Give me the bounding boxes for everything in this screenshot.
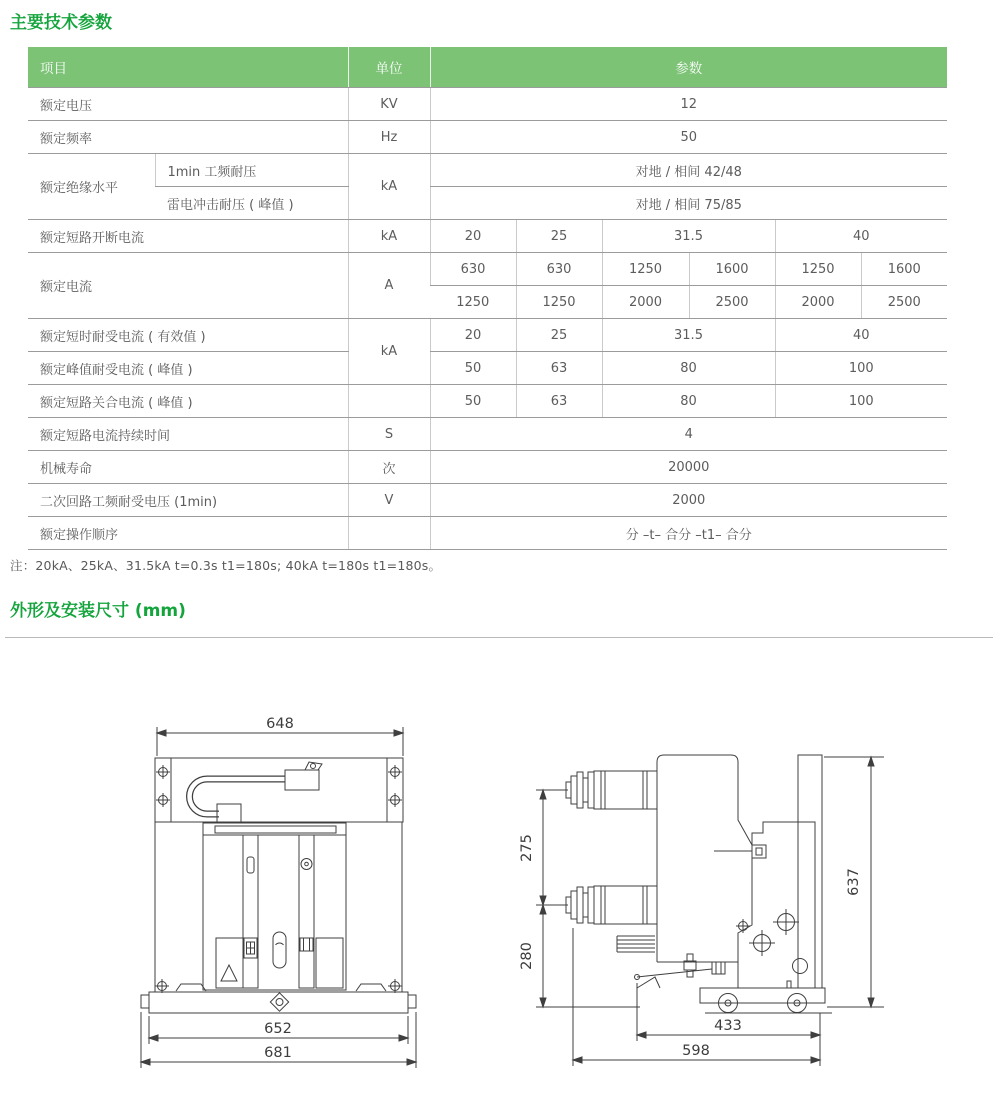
cell-value: 100	[775, 385, 947, 418]
cell-label: 额定短时耐受电流 ( 有效值 )	[28, 319, 348, 352]
cell-value: 2000	[602, 286, 689, 319]
cell-value: 40	[775, 220, 947, 253]
cell-unit: Hz	[348, 121, 430, 154]
cell-value: 2000	[775, 286, 861, 319]
cell-value: 31.5	[602, 220, 775, 253]
cell-value: 1250	[775, 253, 861, 286]
cell-value: 25	[516, 220, 602, 253]
cell-label: 额定频率	[28, 121, 348, 154]
dim-side-depth-inner: 433	[714, 1018, 742, 1034]
dim-front-overall-width: 681	[264, 1045, 292, 1061]
cell-label: 额定峰值耐受电流 ( 峰值 )	[28, 352, 348, 385]
cell-value: 对地 / 相间 75/85	[430, 187, 947, 220]
cell-sublabel: 1min 工频耐压	[155, 154, 348, 187]
cell-value: 40	[775, 319, 947, 352]
dim-front-base-width: 652	[264, 1021, 292, 1037]
footnote: 注：20kA、25kA、31.5kA t=0.3s t1=180s; 40kA t=180s t1=180s。	[10, 558, 442, 573]
cell-unit: kA	[348, 220, 430, 253]
cell-label: 额定绝缘水平	[28, 154, 155, 220]
cell-label: 额定电压	[28, 88, 348, 121]
cell-value: 50	[430, 121, 947, 154]
cell-value: 2500	[861, 286, 947, 319]
cell-value: 12	[430, 88, 947, 121]
cell-value: 1250	[516, 286, 602, 319]
cell-value: 20	[430, 220, 516, 253]
cell-label: 机械寿命	[28, 451, 348, 484]
cell-unit: V	[348, 484, 430, 517]
cell-value: 4	[430, 418, 947, 451]
cell-unit: S	[348, 418, 430, 451]
cell-value: 1250	[430, 286, 516, 319]
cell-value: 1600	[689, 253, 775, 286]
cell-label: 额定短路关合电流 ( 峰值 )	[28, 385, 348, 418]
front-view-drawing	[141, 716, 416, 1068]
cell-unit: kA	[348, 319, 430, 385]
dim-side-depth-overall: 598	[682, 1043, 710, 1059]
cell-value: 分 –t– 合分 –t1– 合分	[430, 517, 947, 550]
dim-side-height: 637	[846, 868, 862, 896]
cell-value: 2000	[430, 484, 947, 517]
cell-value: 2500	[689, 286, 775, 319]
col-header-item: 项目	[28, 47, 348, 88]
cell-value: 80	[602, 385, 775, 418]
cell-value: 50	[430, 385, 516, 418]
col-header-unit: 单位	[348, 47, 430, 88]
cell-label: 二次回路工频耐受电压 (1min)	[28, 484, 348, 517]
dim-side-upper-spacing: 275	[519, 834, 535, 862]
cell-value: 630	[430, 253, 516, 286]
cell-value: 63	[516, 352, 602, 385]
cell-value: 100	[775, 352, 947, 385]
section-title-dimensions: 外形及安装尺寸 (mm)	[10, 601, 186, 621]
cell-sublabel: 雷电冲击耐压 ( 峰值 )	[155, 187, 348, 220]
dim-side-lower-spacing: 280	[519, 942, 535, 970]
col-header-param: 参数	[430, 47, 947, 88]
cell-value: 对地 / 相间 42/48	[430, 154, 947, 187]
dim-front-top-width: 648	[266, 716, 294, 732]
cell-unit: kA	[348, 154, 430, 220]
cell-value: 25	[516, 319, 602, 352]
cell-value: 63	[516, 385, 602, 418]
cell-unit: 次	[348, 451, 430, 484]
section-title-specs: 主要技术参数	[10, 13, 112, 33]
cell-value: 630	[516, 253, 602, 286]
cell-value: 20000	[430, 451, 947, 484]
cell-value: 31.5	[602, 319, 775, 352]
cell-label: 额定操作顺序	[28, 517, 348, 550]
cell-value: 1600	[861, 253, 947, 286]
side-view-drawing	[519, 755, 884, 1066]
cell-value: 1250	[602, 253, 689, 286]
cell-value: 50	[430, 352, 516, 385]
cell-label: 额定电流	[28, 253, 348, 319]
cell-label: 额定短路开断电流	[28, 220, 348, 253]
cell-value: 20	[430, 319, 516, 352]
cell-label: 额定短路电流持续时间	[28, 418, 348, 451]
cell-unit: A	[348, 253, 430, 319]
cell-value: 80	[602, 352, 775, 385]
cell-unit: KV	[348, 88, 430, 121]
